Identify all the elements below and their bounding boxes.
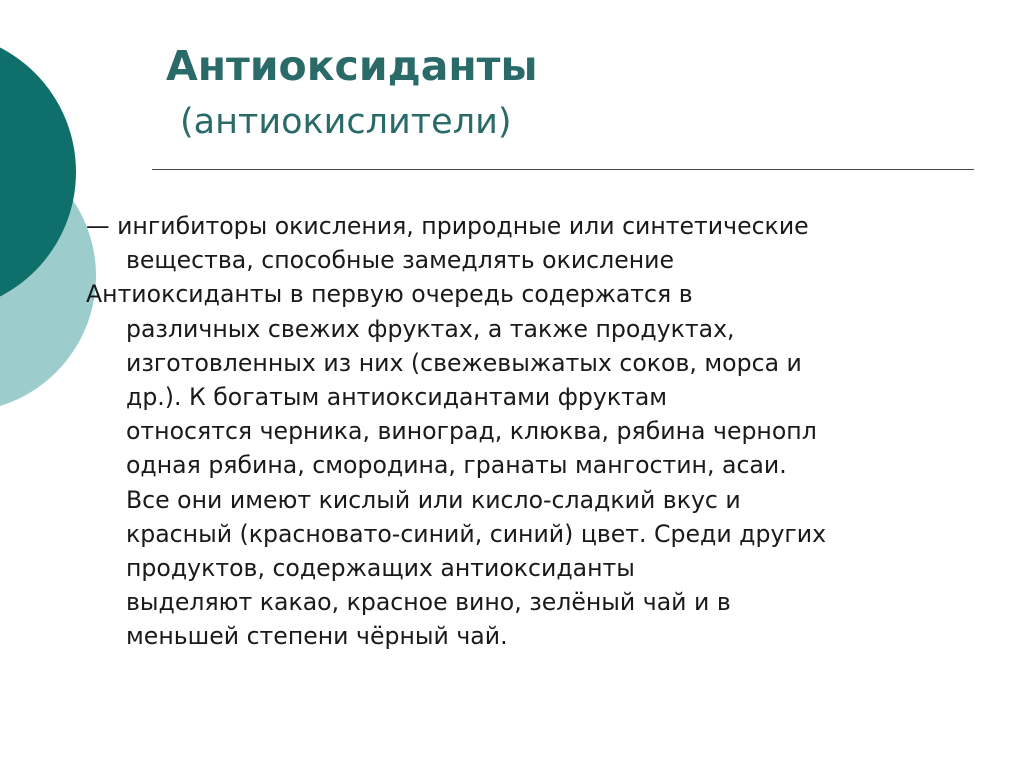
slide-title: Антиоксиданты (166, 42, 538, 90)
definition-paragraph: — ингибиторы окисления, природные или синтетические вещества, способные замедлять окисление (86, 212, 809, 275)
title-block (166, 40, 986, 146)
slide-subtitle: (антиокислители) (180, 102, 512, 142)
slide-body (86, 209, 986, 654)
title-divider (152, 169, 974, 170)
sources-paragraph: Антиоксиданты в первую очередь содержатся в различных свежих фруктах, а также продуктах, изготовленных из них (свежевыжатых соков, морса и др.). К богатым антиоксидантами фруктам относятся черника, виноград, клюква, рябина чернопл одная рябина, смородина, гранаты мангостин, асаи. Все они имеют кислый или кисло-сладкий вкус и красный (красновато-синий, синий) цвет. Среди других продуктов, содержащих антиоксиданты выделяют какао, красное вино, зелёный чай и в меньшей степени чёрный чай. (86, 280, 827, 651)
